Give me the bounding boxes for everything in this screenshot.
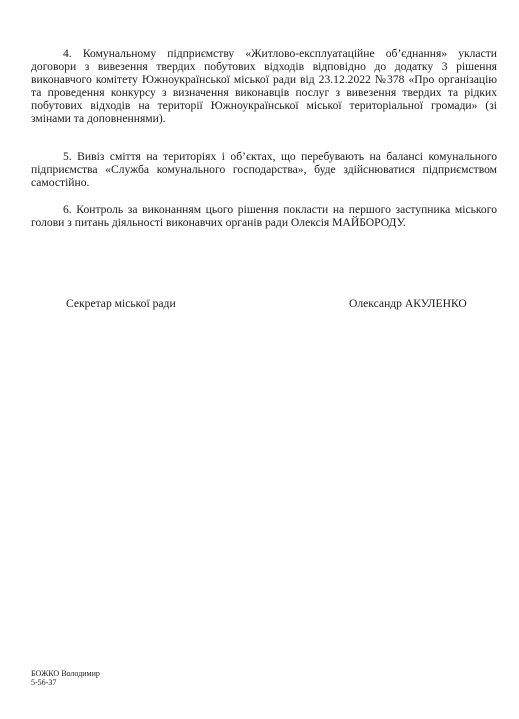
executor-phone: 5-56-37	[31, 678, 57, 687]
paragraph-5: 5. Вивіз сміття на територіях і об’єктах, що перебувають на балансі комунального підприємства «Служба комунального господарства», буде здійснюватися підприємством самостійно.	[31, 150, 497, 189]
paragraph-6: 6. Контроль за виконанням цього рішення покласти на першого заступника міського голови з питань діяльності виконавчих органів ради Олексія МАЙБОРОДУ.	[31, 203, 497, 229]
signatory-position: Секретар міської ради	[66, 297, 176, 310]
paragraph-4: 4. Комунальному підприємству «Житлово-експлуатаційне об’єднання» укласти договори з вивезення твердих побутових відходів відповідно до додатку 3 рішення виконавчого комітету Южноукраїнської міської ради від 23.12.2022 №378 «Про організацію та проведення конкурсу з визначення виконавців послуг з вивезення твердих та рідких побутових відходів на території Южноукраїнської міської територіальної громади» (зі змінами та доповненнями).	[31, 47, 497, 125]
signatory-name: Олександр АКУЛЕНКО	[349, 297, 467, 310]
executor-footer	[31, 669, 100, 687]
executor-name: БОЖКО Володимир	[31, 669, 100, 678]
